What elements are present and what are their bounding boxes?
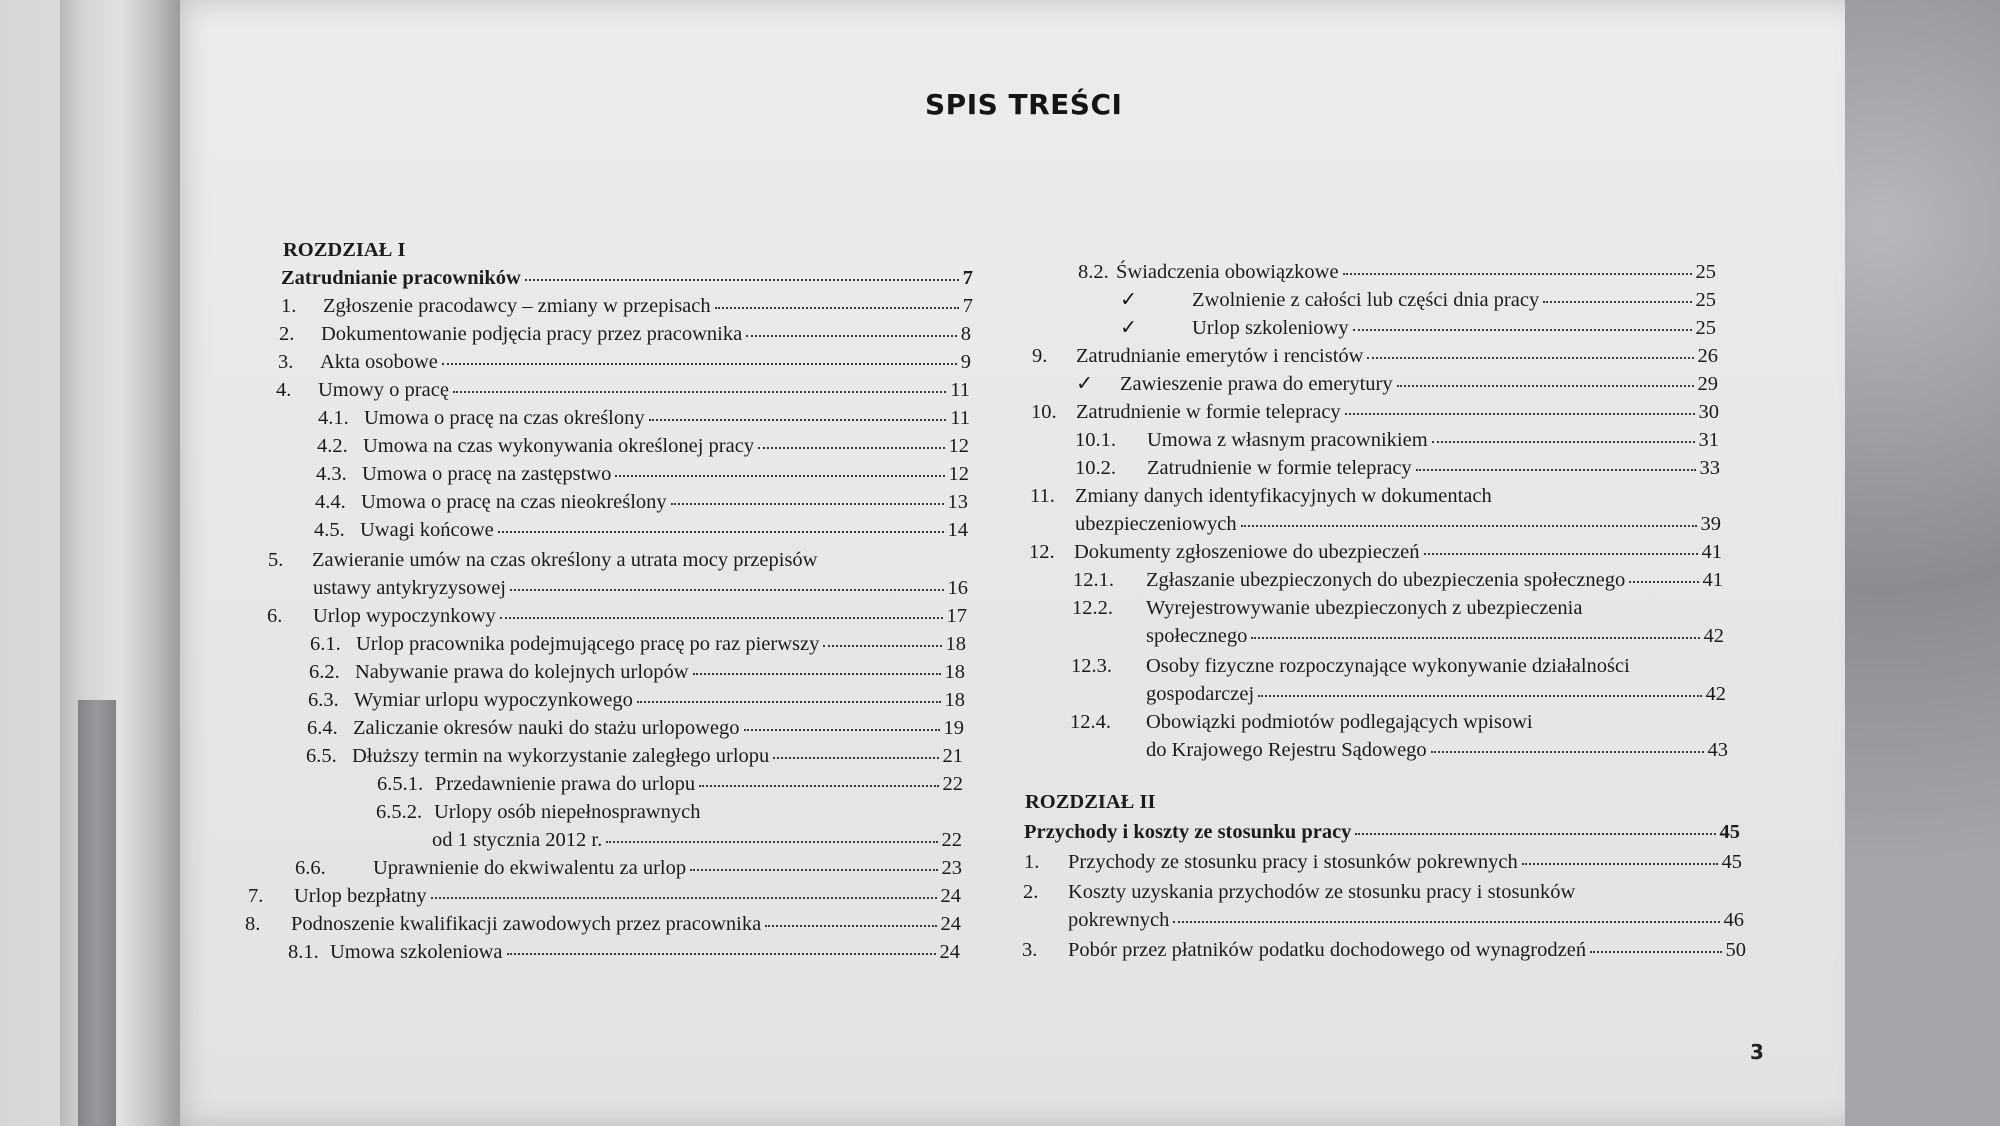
- entry-title-cont: od 1 stycznia 2012 r.: [432, 829, 603, 851]
- entry-number: 2.: [1023, 881, 1039, 903]
- entry-title: Umowa o pracę na zastępstwo: [362, 463, 612, 485]
- dot-leader: [1590, 950, 1721, 953]
- dot-leader: [773, 756, 938, 759]
- toc-entry: [281, 292, 973, 320]
- entry-title: Zawieszenie prawa do emerytury: [1120, 373, 1393, 395]
- page-ref: 7: [962, 295, 973, 317]
- dot-leader: [1173, 920, 1719, 923]
- dot-leader: [1241, 524, 1697, 527]
- dot-leader: [1397, 384, 1694, 387]
- toc-entry-continuation: [1146, 680, 1726, 708]
- entry-title: Zaliczanie okresów nauki do stażu urlopowego: [353, 717, 740, 739]
- page-ref: 21: [942, 745, 963, 767]
- chapter-1-title: Zatrudnianie pracowników: [281, 267, 521, 289]
- entry-number: 4.2.: [317, 435, 348, 457]
- entry-number: 6.5.1.: [377, 773, 424, 795]
- entry-number: 4.5.: [314, 519, 345, 541]
- toc-entry: [310, 630, 966, 658]
- dot-leader: [615, 474, 944, 477]
- entry-title: Dłuższy termin na wykorzystanie zaległego urlopu: [352, 745, 770, 767]
- dot-leader: [1258, 694, 1701, 697]
- toc-entry: [276, 376, 970, 404]
- dot-leader: [693, 672, 941, 675]
- page-ref: 26: [1697, 345, 1718, 367]
- toc-entry: [1029, 538, 1722, 566]
- dot-leader: [606, 840, 937, 843]
- toc-entry: [1075, 454, 1720, 482]
- page-ref: 19: [943, 717, 964, 739]
- entry-number: 12.: [1029, 541, 1055, 563]
- entry-number: 7.: [248, 885, 264, 907]
- page-ref: 18: [944, 689, 965, 711]
- toc-entry: [314, 516, 968, 544]
- entry-title: Uprawnienie do ekwiwalentu za urlop: [373, 857, 687, 879]
- page-ref: 30: [1698, 401, 1719, 423]
- page-ref: 9: [960, 351, 971, 373]
- entry-title: Nabywanie prawa do kolejnych urlopów: [355, 661, 689, 683]
- entry-title: Umowa o pracę na czas nieokreślony: [361, 491, 667, 513]
- entry-title-cont: ustawy antykryzysowej: [313, 577, 506, 599]
- toc-entry: [1024, 848, 1742, 876]
- page-ref: 42: [1705, 683, 1726, 705]
- entry-number: 4.: [276, 379, 292, 401]
- entry-title: Zatrudnienie w formie telepracy: [1147, 457, 1412, 479]
- entry-title: Przedawnienie prawa do urlopu: [435, 773, 696, 795]
- entry-number: 12.2.: [1072, 597, 1113, 619]
- page-ref: 33: [1699, 457, 1720, 479]
- entry-title: Zgłoszenie pracodawcy – zmiany w przepisach: [323, 295, 711, 317]
- toc-entry: [318, 404, 970, 432]
- toc-entry: [1120, 314, 1716, 342]
- toc-entry: [1071, 652, 1630, 680]
- dot-leader: [746, 334, 957, 337]
- entry-title: Umowa o pracę na czas określony: [364, 407, 645, 429]
- toc-entry: [1030, 482, 1492, 510]
- toc-entry: [317, 432, 969, 460]
- toc-entry-continuation: [313, 574, 968, 602]
- entry-title-cont: do Krajowego Rejestru Sądowego: [1146, 739, 1427, 761]
- entry-title: Zawieranie umów na czas określony a utrata mocy przepisów: [312, 549, 818, 571]
- toc-entry: [1076, 370, 1718, 398]
- toc-entry: [267, 602, 967, 630]
- entry-title: Akta osobowe: [320, 351, 438, 373]
- entry-number: 6.: [267, 605, 283, 627]
- toc-entry: [1032, 342, 1718, 370]
- entry-title-cont: gospodarczej: [1146, 683, 1255, 705]
- entry-number: 6.3.: [308, 689, 339, 711]
- toc-entry: [306, 742, 963, 770]
- background-fabric: [1830, 0, 2000, 1126]
- entry-title: Podnoszenie kwalifikacji zawodowych przez pracownika: [291, 913, 762, 935]
- page-ref: 12: [948, 435, 969, 457]
- entry-title: Zwolnienie z całości lub części dnia pracy: [1192, 289, 1540, 311]
- page-ref: 22: [941, 829, 962, 851]
- page-ref: 24: [940, 913, 961, 935]
- entry-title: Urlop wypoczynkowy: [313, 605, 496, 627]
- toc-entry: [279, 320, 971, 348]
- entry-title: Zatrudnienie w formie telepracy: [1076, 401, 1341, 423]
- toc-entry: [1070, 708, 1533, 736]
- dot-leader: [715, 306, 959, 309]
- entry-number: 2.: [279, 323, 295, 345]
- toc-entry: [288, 938, 960, 966]
- spine-shadow: [78, 700, 116, 1126]
- dot-leader: [758, 446, 944, 449]
- entry-title: Umowa na czas wykonywania określonej pracy: [363, 435, 755, 457]
- page-ref: 11: [950, 407, 970, 429]
- entry-number: 9.: [1032, 345, 1048, 367]
- entry-title: Zgłaszanie ubezpieczonych do ubezpieczenia społecznego: [1146, 569, 1626, 591]
- toc-entry: [307, 714, 964, 742]
- entry-title: Umowa szkoleniowa: [330, 941, 503, 963]
- dot-leader: [1522, 862, 1718, 865]
- toc-entry: [1075, 426, 1719, 454]
- page-ref: 8: [960, 323, 971, 345]
- page-ref: 50: [1725, 939, 1746, 961]
- dot-leader: [1424, 552, 1698, 555]
- entry-number: 4.4.: [315, 491, 346, 513]
- dot-leader: [690, 868, 937, 871]
- dot-leader: [1355, 832, 1715, 835]
- toc-entry-continuation: [1146, 736, 1728, 764]
- entry-title: Pobór przez płatników podatku dochodowego od wynagrodzeń: [1068, 939, 1587, 961]
- dot-leader: [823, 644, 941, 647]
- dot-leader: [765, 924, 936, 927]
- dot-leader: [507, 952, 936, 955]
- page-ref: 31: [1698, 429, 1719, 451]
- dot-leader: [453, 390, 946, 393]
- page-ref: 23: [941, 857, 962, 879]
- entry-title: Przychody ze stosunku pracy i stosunków pokrewnych: [1068, 851, 1518, 873]
- entry-title: Umowa z własnym pracownikiem: [1147, 429, 1428, 451]
- page-ref: 17: [946, 605, 967, 627]
- toc-entry-continuation: [1075, 510, 1721, 538]
- dot-leader: [1353, 328, 1692, 331]
- entry-number: 10.1.: [1075, 429, 1116, 451]
- toc-entry: [248, 882, 961, 910]
- page-title: SPIS TREŚCI: [925, 88, 1123, 121]
- entry-title: Koszty uzyskania przychodów ze stosunku pracy i stosunków: [1068, 881, 1576, 903]
- dot-leader: [1543, 300, 1691, 303]
- entry-number: 8.1.: [288, 941, 319, 963]
- entry-title: Obowiązki podmiotów podlegających wpisowi: [1146, 711, 1533, 733]
- entry-number: 10.: [1031, 401, 1057, 423]
- entry-title: Zmiany danych identyfikacyjnych w dokumentach: [1075, 485, 1492, 507]
- dot-leader: [431, 896, 937, 899]
- page-ref: 24: [940, 885, 961, 907]
- entry-title: Uwagi końcowe: [360, 519, 494, 541]
- entry-number: 5.: [268, 549, 284, 571]
- page-number: 3: [1750, 1040, 1764, 1064]
- dot-leader: [500, 616, 943, 619]
- toc-entry-continuation: [432, 826, 962, 854]
- page-ref: 45: [1721, 851, 1742, 873]
- entry-number: 6.5.: [306, 745, 337, 767]
- entry-number: 3.: [278, 351, 294, 373]
- toc-entry: [1072, 594, 1582, 622]
- entry-number: 12.1.: [1073, 569, 1114, 591]
- entry-number: 11.: [1030, 485, 1055, 507]
- dot-leader: [671, 502, 944, 505]
- page-ref: 42: [1703, 625, 1724, 647]
- entry-title: Świadczenia obowiązkowe: [1116, 261, 1339, 283]
- entry-title: Urlop bezpłatny: [294, 885, 427, 907]
- entry-number: 1.: [1024, 851, 1040, 873]
- page-ref: 25: [1695, 261, 1716, 283]
- page-ref: 43: [1707, 739, 1728, 761]
- page-ref: 18: [944, 661, 965, 683]
- dot-leader: [498, 530, 944, 533]
- page-ref: 24: [939, 941, 960, 963]
- dot-leader: [1251, 636, 1699, 639]
- toc-entry: [316, 460, 969, 488]
- entry-title: Dokumentowanie podjęcia pracy przez pracownika: [321, 323, 743, 345]
- dot-leader: [510, 588, 944, 591]
- entry-title: Umowy o pracę: [318, 379, 449, 401]
- entry-title-cont: pokrewnych: [1068, 909, 1170, 931]
- toc-entry: [268, 546, 817, 574]
- entry-number: 6.2.: [309, 661, 340, 683]
- toc-entry: [1073, 566, 1723, 594]
- dot-leader: [744, 728, 940, 731]
- check-mark-icon: ✓: [1076, 373, 1094, 395]
- toc-entry: [309, 658, 965, 686]
- toc-entry: [376, 798, 700, 826]
- entry-title: Urlop szkoleniowy: [1192, 317, 1349, 339]
- entry-title: Urlop pracownika podejmującego pracę po raz pierwszy: [356, 633, 820, 655]
- entry-number: 1.: [281, 295, 297, 317]
- toc-entry: [1022, 936, 1746, 964]
- toc-entry-continuation: [1068, 906, 1744, 934]
- dot-leader: [637, 700, 941, 703]
- dot-leader: [1432, 440, 1695, 443]
- chapter-1-label: ROZDZIAŁ I: [283, 239, 406, 261]
- toc-entry: [1078, 258, 1716, 286]
- check-mark-icon: ✓: [1120, 289, 1138, 311]
- entry-number: 10.2.: [1075, 457, 1116, 479]
- dot-leader: [1431, 750, 1704, 753]
- entry-number: 4.1.: [318, 407, 349, 429]
- dot-leader: [699, 784, 938, 787]
- chapter-1-heading: [281, 264, 973, 292]
- entry-number: 4.3.: [316, 463, 347, 485]
- page-ref: 18: [945, 633, 966, 655]
- page-ref: 41: [1702, 569, 1723, 591]
- page-ref: 13: [947, 491, 968, 513]
- entry-number: 3.: [1022, 939, 1038, 961]
- entry-number: 6.1.: [310, 633, 341, 655]
- entry-title: Zatrudnianie emerytów i rencistów: [1076, 345, 1364, 367]
- dot-leader: [1343, 272, 1692, 275]
- page-ref: 12: [948, 463, 969, 485]
- toc-entry: [295, 854, 962, 882]
- page-ref: 45: [1719, 821, 1740, 843]
- page-ref: 39: [1700, 513, 1721, 535]
- entry-number: 12.3.: [1071, 655, 1112, 677]
- dot-leader: [1416, 468, 1696, 471]
- toc-entry: [278, 348, 971, 376]
- entry-title: Osoby fizyczne rozpoczynające wykonywanie działalności: [1146, 655, 1630, 677]
- toc-entry-continuation: [1146, 622, 1724, 650]
- page-ref: 29: [1697, 373, 1718, 395]
- entry-title: Wyrejestrowywanie ubezpieczonych z ubezpieczenia: [1146, 597, 1583, 619]
- page-ref: 16: [947, 577, 968, 599]
- entry-title-cont: społecznego: [1146, 625, 1248, 647]
- dot-leader: [525, 278, 959, 281]
- entry-title: Urlopy osób niepełnosprawnych: [434, 801, 701, 823]
- entry-title-cont: ubezpieczeniowych: [1075, 513, 1237, 535]
- toc-entry: [315, 488, 968, 516]
- dot-leader: [442, 362, 957, 365]
- chapter-2-title: Przychody i koszty ze stosunku pracy: [1024, 821, 1352, 843]
- entry-number: 6.6.: [295, 857, 326, 879]
- toc-entry: [245, 910, 961, 938]
- chapter-2-label: ROZDZIAŁ II: [1025, 791, 1156, 813]
- toc-entry: [308, 686, 965, 714]
- page-ref: 25: [1695, 289, 1716, 311]
- dot-leader: [1345, 412, 1695, 415]
- entry-number: 8.2.: [1078, 261, 1109, 283]
- entry-title: Wymiar urlopu wypoczynkowego: [354, 689, 633, 711]
- entry-number: 8.: [245, 913, 261, 935]
- dot-leader: [1367, 356, 1693, 359]
- page-ref: 41: [1701, 541, 1722, 563]
- chapter-2-heading: [1024, 818, 1740, 846]
- toc-entry: [1120, 286, 1716, 314]
- page-ref: 22: [942, 773, 963, 795]
- entry-title: Dokumenty zgłoszeniowe do ubezpieczeń: [1074, 541, 1420, 563]
- toc-entry: [1023, 878, 1575, 906]
- page-ref: 11: [950, 379, 970, 401]
- page-ref: 14: [947, 519, 968, 541]
- dot-leader: [1629, 580, 1698, 583]
- check-mark-icon: ✓: [1120, 317, 1138, 339]
- entry-number: 6.4.: [307, 717, 338, 739]
- dot-leader: [649, 418, 947, 421]
- page-ref: 7: [962, 267, 973, 289]
- page-ref: 46: [1723, 909, 1744, 931]
- toc-entry: [1031, 398, 1719, 426]
- entry-number: 12.4.: [1070, 711, 1111, 733]
- page-ref: 25: [1695, 317, 1716, 339]
- entry-number: 6.5.2.: [376, 801, 423, 823]
- toc-entry: [377, 770, 963, 798]
